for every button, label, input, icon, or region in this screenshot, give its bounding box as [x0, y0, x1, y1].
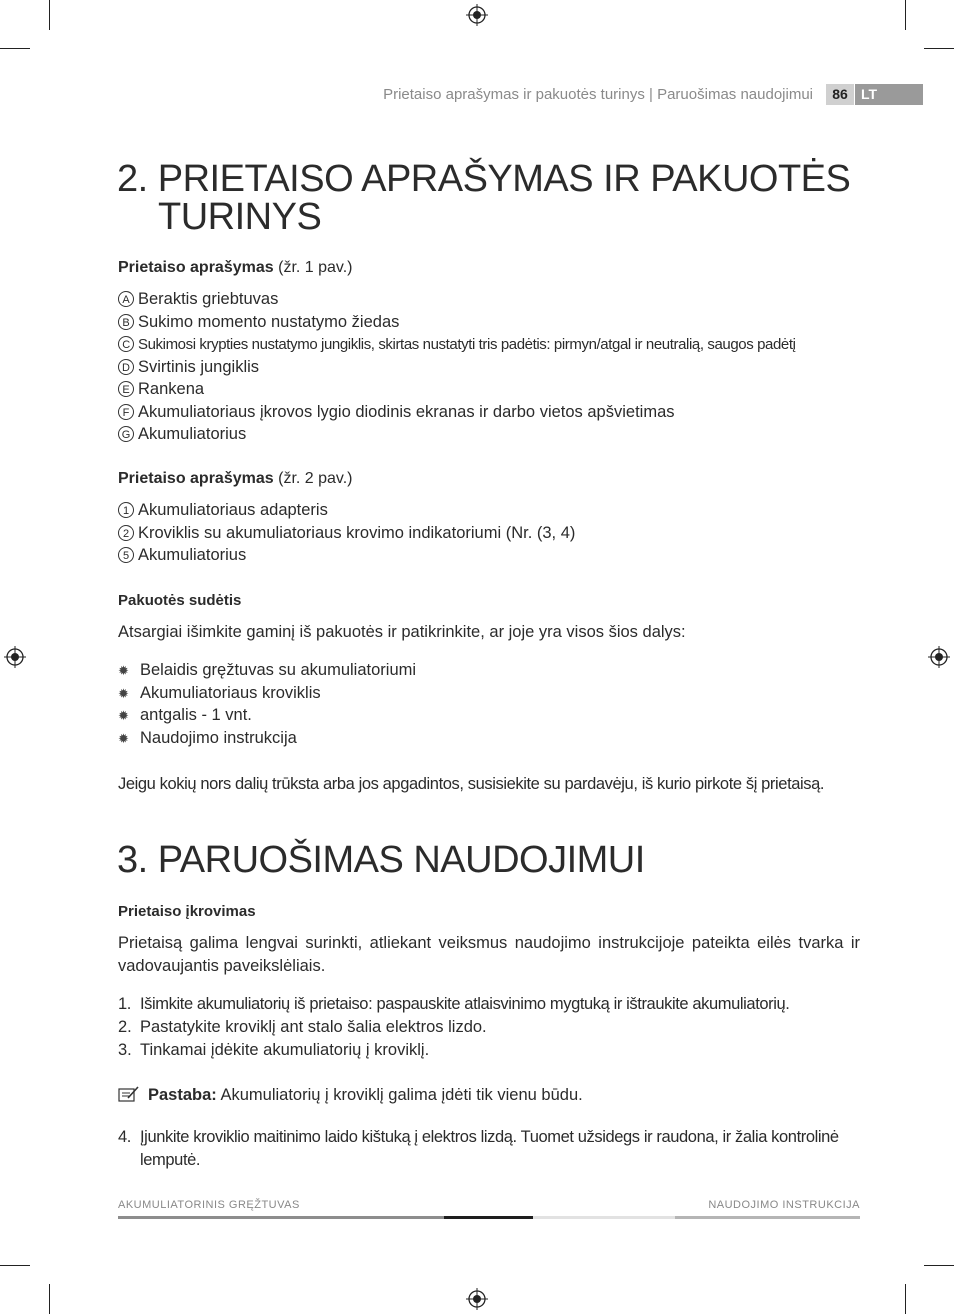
step-text: Įjunkite kroviklio maitinimo laido kištuką į elektros lizdą. Tuomet užsidegs ir raudona, ir žalia kontrolinė lemputė.: [140, 1128, 839, 1169]
circled-number-icon: 1: [118, 502, 134, 518]
running-header: Prietaiso aprašymas ir pakuotės turinys | Paruošimas naudojimui: [383, 86, 813, 103]
list-item: [118, 524, 575, 543]
subheading-label: Pakuotės sudėtis: [118, 592, 242, 609]
list-item: [118, 380, 204, 399]
paragraph: Prietaisą galima lengvai surinkti, atliekant veiksmus naudojimo instrukcijoje pateikta eilės tvarka ir vadovaujantis paveikslėliais.: [118, 934, 860, 975]
step-number: 3.: [118, 1041, 132, 1059]
step-number: 2.: [118, 1018, 132, 1036]
list-item-text: Akumuliatorius: [138, 425, 247, 443]
footer-rule: [444, 1216, 533, 1219]
crop-mark: [924, 1265, 954, 1266]
gear-bullet-icon: ✹: [118, 686, 129, 701]
footer-rule: [533, 1216, 675, 1219]
bullet-item: [118, 661, 416, 680]
crop-mark: [49, 0, 50, 30]
note-pencil-icon: [118, 1086, 140, 1102]
crop-mark: [924, 48, 954, 49]
note: [118, 1086, 583, 1105]
language-tab: LT: [855, 84, 923, 105]
list-item-text: Akumuliatoriaus įkrovos lygio diodinis ekranas ir darbo vietos apšvietimas: [138, 403, 675, 421]
crop-mark: [49, 1284, 50, 1314]
subheading: [118, 470, 353, 488]
note-text: Akumuliatorių į kroviklį galima įdėti tik vienu būdu.: [220, 1086, 583, 1104]
list-item: [118, 313, 399, 332]
page-number: 86: [826, 84, 854, 105]
bullet-text: Naudojimo instrukcija: [140, 729, 297, 747]
circled-letter-icon: A: [118, 291, 134, 307]
step-text: Pastatykite kroviklį ant stalo šalia elektros lizdo.: [140, 1018, 487, 1036]
registration-mark-icon: [928, 646, 950, 668]
paragraph: Atsargiai išimkite gaminį iš pakuotės ir patikrinkite, ar joje yra visos šios dalys:: [118, 623, 686, 641]
subheading-label: Prietaiso aprašymas: [118, 259, 274, 276]
subheading-label: Prietaiso aprašymas: [118, 470, 274, 487]
list-item-text: Rankena: [138, 380, 205, 398]
bullet-text: Akumuliatoriaus kroviklis: [140, 684, 321, 702]
paragraph: Jeigu kokių nors dalių trūksta arba jos apgadintos, susisiekite su pardavėju, iš kurio pirkote šį prietaisą.: [118, 775, 825, 793]
list-item: [118, 425, 246, 444]
list-item: [118, 403, 675, 422]
subheading: [118, 259, 353, 277]
gear-bullet-icon: ✹: [118, 731, 129, 746]
bullet-item: [118, 684, 321, 703]
gear-bullet-icon: ✹: [118, 708, 129, 723]
circled-number-icon: 5: [118, 547, 134, 563]
section-title: 2. PRIETAISO APRAŠYMAS IR PAKUOTĖS: [117, 158, 851, 200]
subheading-label: Prietaiso įkrovimas: [118, 903, 256, 920]
note-label: Pastaba:: [148, 1086, 217, 1104]
circled-letter-icon: C: [118, 336, 134, 352]
list-item: [118, 501, 328, 520]
subheading: [118, 592, 241, 609]
section-title-continued: TURINYS: [158, 196, 322, 238]
figure-reference: (žr. 1 pav.): [278, 259, 353, 276]
list-item-text: Svirtinis jungiklis: [138, 358, 260, 376]
circled-letter-icon: G: [118, 426, 134, 442]
crop-mark: [905, 1284, 906, 1314]
circled-number-icon: 2: [118, 525, 134, 541]
footer-rule: [675, 1216, 860, 1219]
crop-mark: [0, 1265, 30, 1266]
step-text: Tinkamai įdėkite akumuliatorių į kroviklį.: [140, 1041, 430, 1059]
figure-reference: (žr. 2 pav.): [278, 470, 353, 487]
circled-letter-icon: F: [118, 404, 134, 420]
registration-mark-icon: [466, 1288, 488, 1310]
numbered-step: [118, 1126, 860, 1172]
footer-right: NAUDOJIMO INSTRUKCIJA: [708, 1199, 860, 1211]
numbered-step: [118, 1039, 429, 1062]
list-item-text: Sukimosi krypties nustatymo jungiklis, skirtas nustatyti tris padėtis: pirmyn/atgal ir neutralią, saugos padėtį: [138, 336, 796, 353]
crop-mark: [0, 48, 30, 49]
bullet-text: Belaidis gręžtuvas su akumuliatoriumi: [140, 661, 417, 679]
step-number: 4.: [118, 1128, 131, 1146]
list-item-text: Akumuliatoriaus adapteris: [138, 501, 328, 519]
circled-letter-icon: E: [118, 381, 134, 397]
numbered-step: [118, 993, 790, 1016]
section-title: 3. PARUOŠIMAS NAUDOJIMUI: [117, 839, 645, 881]
list-item: [118, 290, 278, 309]
bullet-item: [118, 729, 297, 748]
circled-letter-icon: B: [118, 314, 134, 330]
list-item-text: Kroviklis su akumuliatoriaus krovimo indikatoriumi (Nr. (3, 4): [138, 524, 576, 542]
list-item-text: Beraktis griebtuvas: [138, 290, 279, 308]
bullet-text: antgalis - 1 vnt.: [140, 706, 252, 724]
numbered-step: [118, 1016, 487, 1039]
subheading: [118, 903, 256, 920]
bullet-item: [118, 706, 252, 725]
circled-letter-icon: D: [118, 359, 134, 375]
list-item-text: Akumuliatorius: [138, 546, 247, 564]
list-item: [118, 336, 796, 353]
step-text: Išimkite akumuliatorių iš prietaiso: paspauskite atlaisvinimo mygtuką ir ištraukite akumuliatorių.: [140, 995, 790, 1013]
list-item: [118, 546, 246, 565]
list-item: [118, 358, 259, 377]
footer-rule: [118, 1216, 444, 1219]
crop-mark: [905, 0, 906, 30]
list-item-text: Sukimo momento nustatymo žiedas: [138, 313, 400, 331]
gear-bullet-icon: ✹: [118, 663, 129, 678]
registration-mark-icon: [466, 4, 488, 26]
step-number: 1.: [118, 995, 131, 1013]
registration-mark-icon: [4, 646, 26, 668]
footer-left: AKUMULIATORINIS GRĘŽTUVAS: [118, 1199, 300, 1211]
